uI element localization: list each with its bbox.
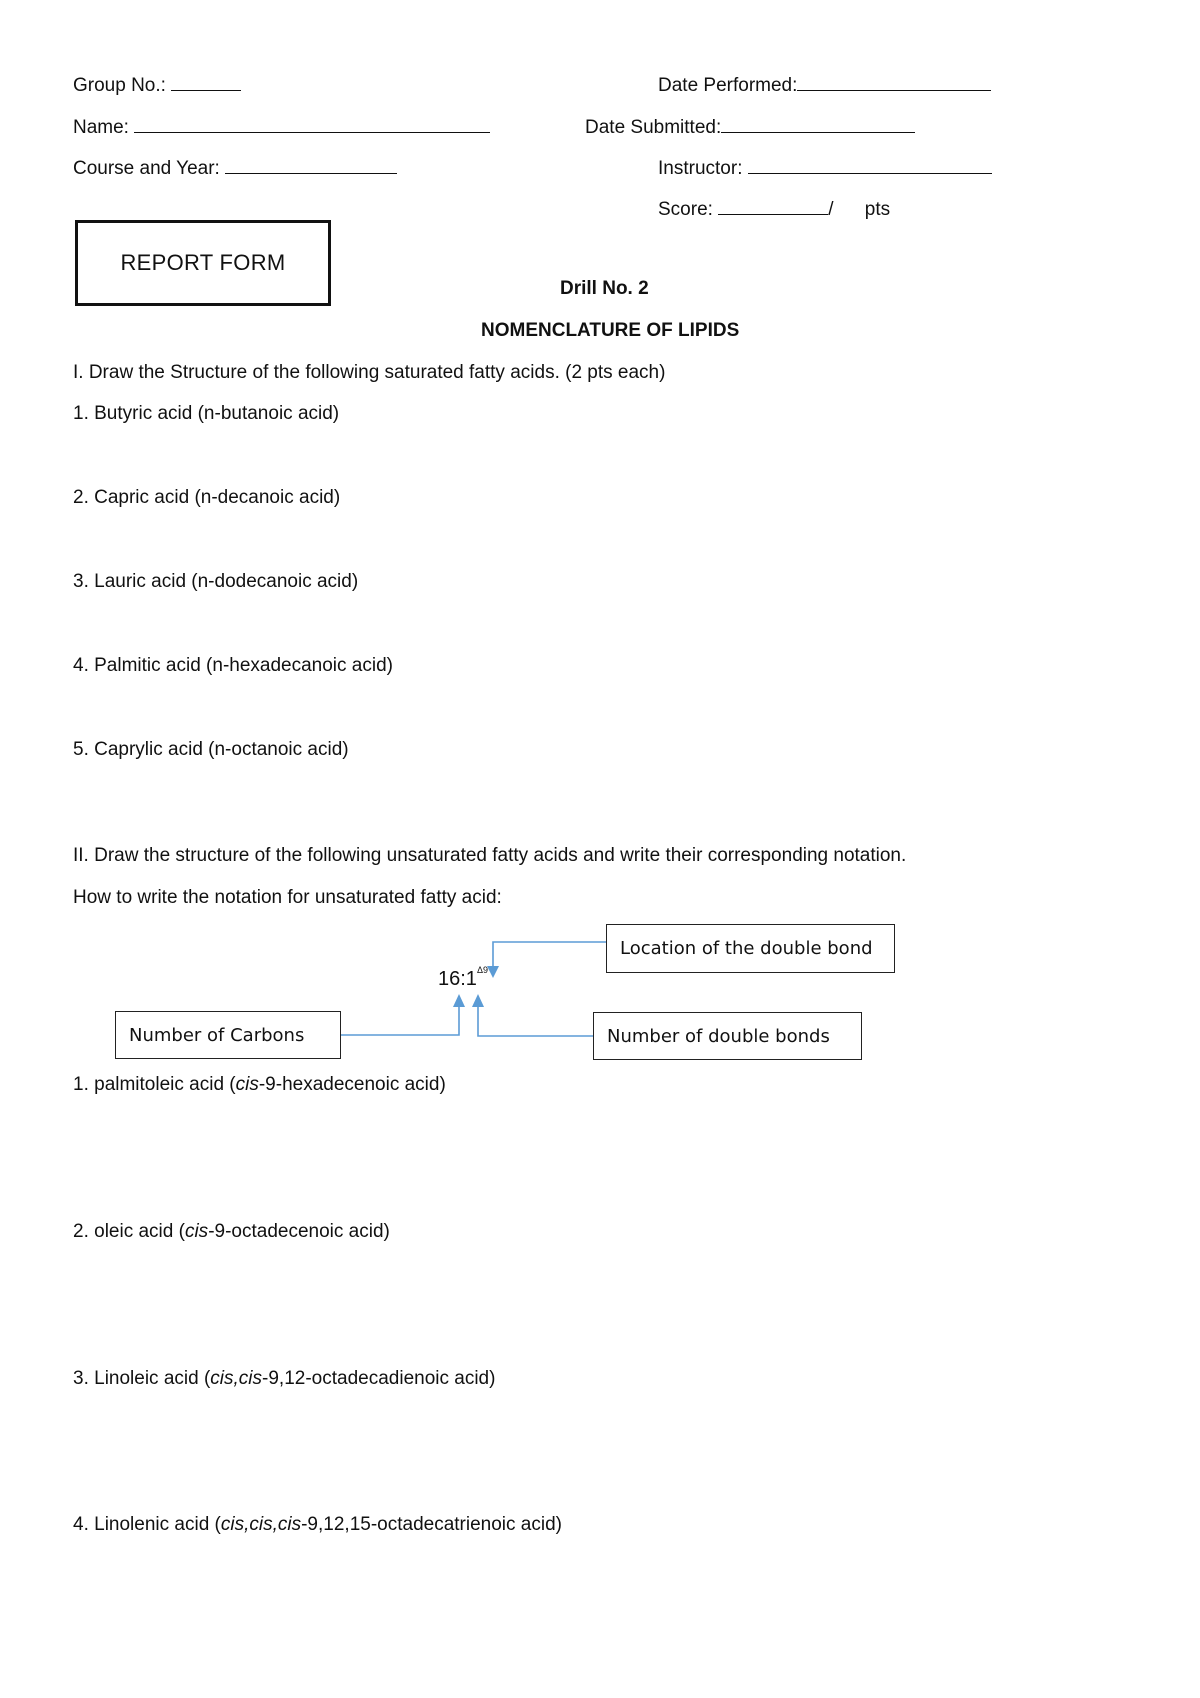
course-year-label: Course and Year: (73, 158, 220, 179)
part1-item-4: 4. Palmitic acid (n-hexadecanoic acid) (73, 655, 393, 676)
carbons-arrowhead (453, 994, 465, 1007)
number-of-double-bonds-box (593, 1012, 862, 1060)
notation-sup: Δ9 (476, 965, 488, 976)
part1-item-3: 3. Lauric acid (n-dodecanoic acid) (73, 571, 359, 592)
location-of-double-bond-box (606, 924, 895, 973)
part1-instruction: I. Draw the Structure of the following saturated fatty acids. (2 pts each) (73, 362, 666, 383)
part2-how-to: How to write the notation for unsaturated fatty acid: (73, 887, 502, 908)
double-bonds-label: Number of double bonds (607, 1025, 830, 1047)
part2-instruction: II. Draw the structure of the following unsaturated fatty acids and write their corresponding notation. (73, 845, 907, 866)
location-arrow-line (493, 942, 606, 968)
score-unit: pts (864, 199, 891, 220)
part2-item-1: 1. palmitoleic acid (cis-9-hexadecenoic acid) (73, 1074, 446, 1095)
group-no-label: Group No.: (73, 75, 166, 96)
double-bonds-arrowhead (472, 994, 484, 1007)
drill-number: Drill No. 2 (560, 278, 649, 299)
part2-item-4: 4. Linolenic acid (cis,cis,cis-9,12,15-octadecatrienoic acid) (73, 1514, 562, 1535)
notation-main: 16:1 (438, 968, 477, 990)
location-label: Location of the double bond (620, 938, 873, 959)
instructor-label: Instructor: (658, 158, 743, 179)
carbons-arrow-line (341, 1005, 459, 1035)
location-arrowhead (487, 966, 499, 978)
number-of-carbons-box (115, 1011, 341, 1059)
part2-item-2: 2. oleic acid (cis-9-octadecenoic acid) (73, 1221, 390, 1242)
drill-title: NOMENCLATURE OF LIPIDS (481, 320, 740, 341)
notation-example (438, 965, 488, 991)
score-slash: / (828, 199, 834, 220)
report-form-label: REPORT FORM (120, 250, 286, 275)
carbons-label: Number of Carbons (129, 1024, 305, 1046)
part1-item-2: 2. Capric acid (n-decanoic acid) (73, 487, 341, 508)
part2-item-3: 3. Linoleic acid (cis,cis-9,12-octadecadienoic acid) (73, 1368, 496, 1389)
date-submitted-label: Date Submitted: (585, 117, 722, 138)
double-bonds-arrow-line (478, 1005, 593, 1036)
date-performed-label: Date Performed: (658, 75, 798, 96)
score-label: Score: (658, 199, 713, 220)
name-label: Name: (73, 117, 129, 138)
part1-item-5: 5. Caprylic acid (n-octanoic acid) (73, 739, 349, 760)
part1-item-1: 1. Butyric acid (n-butanoic acid) (73, 403, 340, 424)
